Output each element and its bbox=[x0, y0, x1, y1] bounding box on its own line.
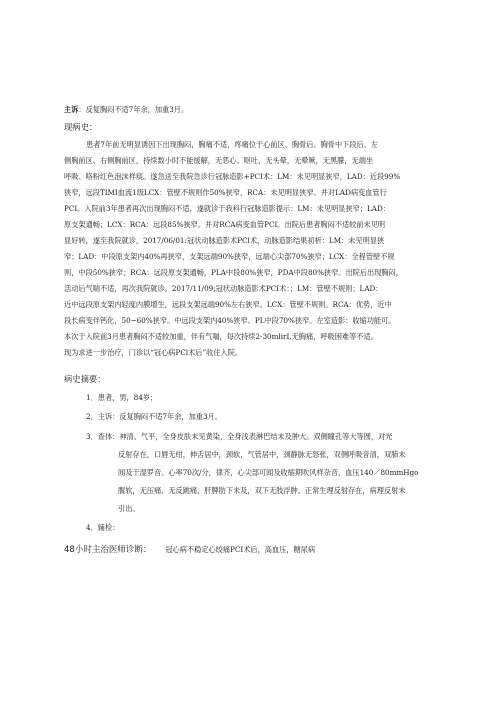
summary-item-3-cont-4: 引出。 bbox=[118, 504, 140, 513]
history-line-11: 近中远段原支架内轻度内膜增生，远段支架远端90%左右狭窄。LCX：管壁不规则。RCA：优势，近中 bbox=[64, 300, 392, 309]
history-heading: 现病史： bbox=[64, 122, 98, 132]
history-line-5: PCI。入院前3年患者再次出现胸闷不适，遂就诊于我科行冠脉造影提示：LM：未见明显狭窄；LAD： bbox=[64, 204, 390, 213]
history-line-13: 本次于入院前3月患者胸闷不适较加重，伴有气喘，每次持续2-30mlirI,无胸痛，呼吸困难等不适。 bbox=[64, 332, 378, 341]
history-line-9: 则，中段50%狭窄；RCA：远段原支架通畅，PLA中段80%狭窄，PDA中段80%狭窄。出院后出现胸闷， bbox=[64, 268, 403, 277]
summary-item-4: 4．辅检： bbox=[86, 523, 120, 532]
history-line-8: 窄；LAD：中段原支架内40%再狭窄，支架远端90%狭窄，远端心尖部70%狭窄；LCX：全程管壁不规 bbox=[64, 252, 395, 261]
history-line-14: 现为求进一步治疗，门诊以“冠心病PCl术后”收住入院。 bbox=[64, 348, 243, 357]
chief-complaint-text: ：反复胸闷不适7年余，加重3月。 bbox=[78, 105, 189, 114]
diagnosis-value: 冠心病不稳定心绞痛PCI术后，高血压，糖尿病 bbox=[165, 545, 316, 554]
chief-complaint-label: 主诉 bbox=[64, 105, 79, 114]
chief-complaint bbox=[64, 105, 188, 114]
summary-item-3-cont-3: 腹软，无压痛、无反跳痛，肝脾肋下未及，双下无肢浮肿。正常生理反射存在，病理反射未 bbox=[118, 486, 406, 495]
diagnosis-label: 48小时主治医师诊断： bbox=[64, 545, 152, 555]
summary-item-2: 2．主诉：反复胸闷不适7年余，加重3月。 bbox=[86, 412, 222, 421]
history-line-1: 患者7年前无明显诱因下出现胸闷，胸痛不适，疼痛位于心前区、胸骨后、胸骨中下段后、左 bbox=[86, 140, 379, 149]
history-line-3: 呼吸、咯粉红色泡沫样痰。遂急送至我院急诊行冠脉造影+PCI术：LM：未见明显狭窄，LAD：近段99% bbox=[64, 172, 401, 181]
history-line-4: 狭窄，远段TIMI血流1级LCX：管壁不规则作50%狭窄，RCA：未见明显狭窄。并对LAD病变血管行 bbox=[64, 188, 387, 197]
history-line-12: 段长病变伴钙化，50~60%狭窄。中远段支架内40%狭窄。PL中段70%狭窄。左室造影：收缩功能可。 bbox=[64, 316, 396, 325]
summary-heading: 病史摘要： bbox=[64, 374, 106, 384]
summary-item-3-cont-2: 闻及干湿罗音。心率70次/分，律齐，心尖部可闻及收缩期吹风样杂音，血压140／80mmHgo bbox=[118, 468, 419, 477]
summary-item-3-cont-1: 反射存在，口唇无绀，伸舌居中，颈软，气管居中，颈静脉无怒张，双侧呼吸音清，双肺未 bbox=[118, 450, 406, 459]
attending-diagnosis bbox=[64, 545, 315, 555]
summary-item-3: 3．查体：神清、气平，全身皮肤未见黄染，全身浅表淋巴结未及肿大。双侧瞳孔等大等圆，对光 bbox=[86, 432, 393, 441]
history-line-10: 活动后气喘不适，再次我院就诊。2017/11/09;冠状动脉造影术PCI术：；LM：管壁不规则；LAD： bbox=[64, 284, 383, 293]
history-line-2: 侧胸前区、右侧胸前区，持续数小时不能缓解，无恶心、呕吐，无头晕，无晕厥，无黑朦，无端坐 bbox=[64, 156, 374, 165]
history-line-7: 显好转，遂至我院就诊，2017/06/01:冠状动脉造影术PCl术，动脉造影结果初析：LM：未见明显狭 bbox=[64, 236, 385, 245]
summary-item-1: 1．患者，男，84岁； bbox=[86, 393, 158, 402]
history-line-6: 原支架通畅；LCX：RCA：远段85%狭窄。并对RCA病变血管PCI。出院后患者胸闷不适较前未见明 bbox=[64, 220, 386, 229]
